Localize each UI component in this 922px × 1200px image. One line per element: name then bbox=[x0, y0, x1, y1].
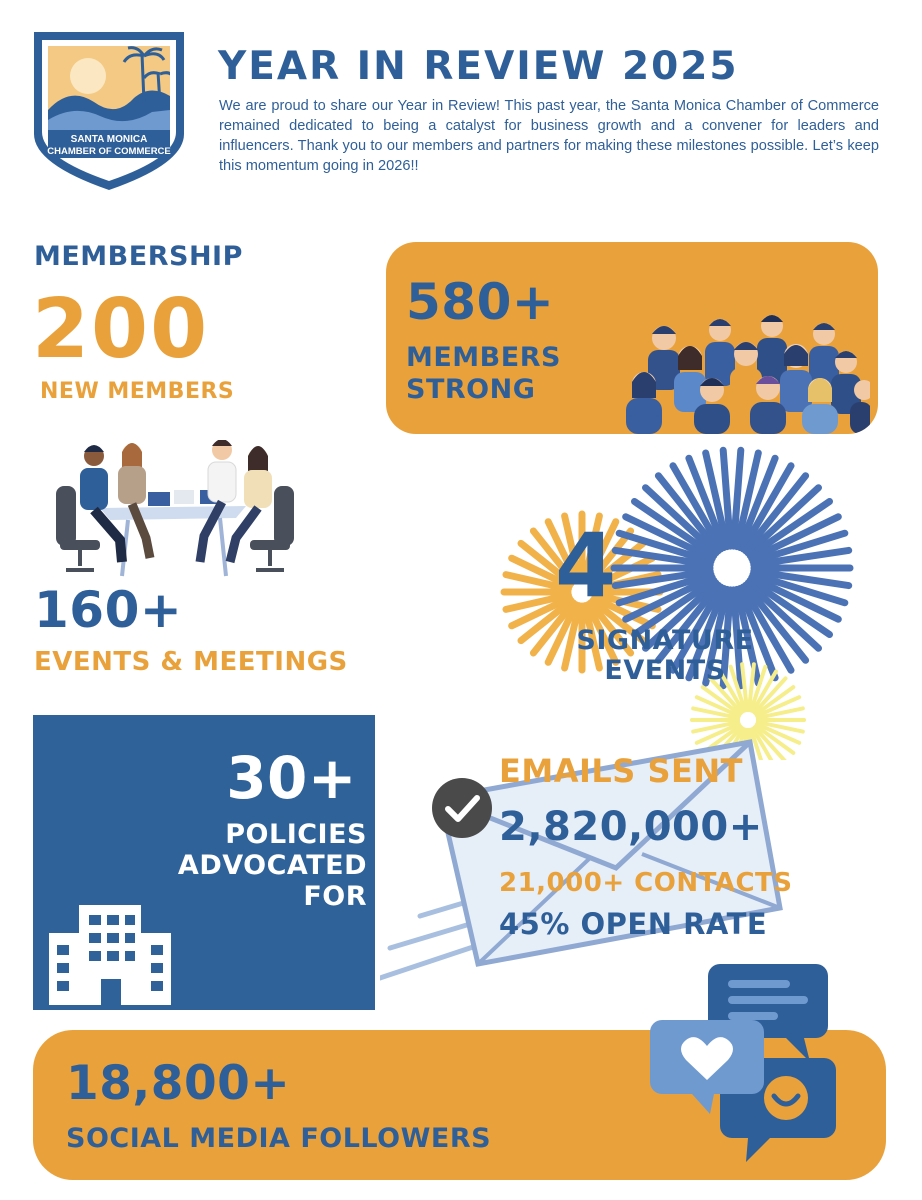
policies-value: 30+ bbox=[226, 744, 357, 812]
policies-panel bbox=[33, 715, 375, 1010]
members-strong-card bbox=[386, 242, 878, 434]
intro-paragraph: We are proud to share our Year in Review! This past year, the Santa Monica Chamber of Commerce remained dedicated to being a catalyst for business growth and a convener for leaders and influencers. Thank you to our members and partners for making these milestones possible. Let’s keep this momentum going in 2026!! bbox=[219, 98, 879, 174]
members-strong-label: MEMBERS STRONG bbox=[406, 342, 561, 405]
new-members-label: NEW MEMBERS bbox=[40, 379, 235, 404]
email-contacts: 21,000+ CONTACTS bbox=[499, 868, 793, 898]
meeting-table-icon bbox=[50, 440, 300, 580]
people-crowd-icon bbox=[624, 314, 870, 434]
page-title: YEAR IN REVIEW 2025 bbox=[218, 44, 739, 89]
emails-sent-label: EMAILS SENT bbox=[499, 752, 743, 790]
new-members-value: 200 bbox=[32, 282, 210, 377]
building-icon bbox=[45, 885, 175, 1005]
check-badge-icon bbox=[430, 776, 494, 840]
events-label: EVENTS & MEETINGS bbox=[34, 647, 348, 677]
logo-text-line1: SANTA MONICA bbox=[70, 134, 148, 145]
signature-events-value: 4 bbox=[555, 514, 617, 617]
membership-heading: MEMBERSHIP bbox=[34, 241, 243, 272]
signature-events-label: SIGNATURE EVENTS bbox=[576, 625, 754, 686]
emails-sent-value: 2,820,000+ bbox=[499, 804, 763, 850]
members-strong-value: 580+ bbox=[406, 273, 555, 331]
policies-label: POLICIES ADVOCATED FOR bbox=[177, 819, 367, 912]
logo-text-line2: CHAMBER OF COMMERCE bbox=[47, 146, 171, 157]
heart-chat-icon bbox=[648, 1018, 766, 1114]
events-value: 160+ bbox=[34, 581, 183, 639]
logo-shield bbox=[30, 24, 188, 194]
email-open-rate: 45% OPEN RATE bbox=[499, 907, 768, 941]
social-followers-value: 18,800+ bbox=[66, 1056, 291, 1111]
social-followers-label: SOCIAL MEDIA FOLLOWERS bbox=[66, 1123, 492, 1154]
